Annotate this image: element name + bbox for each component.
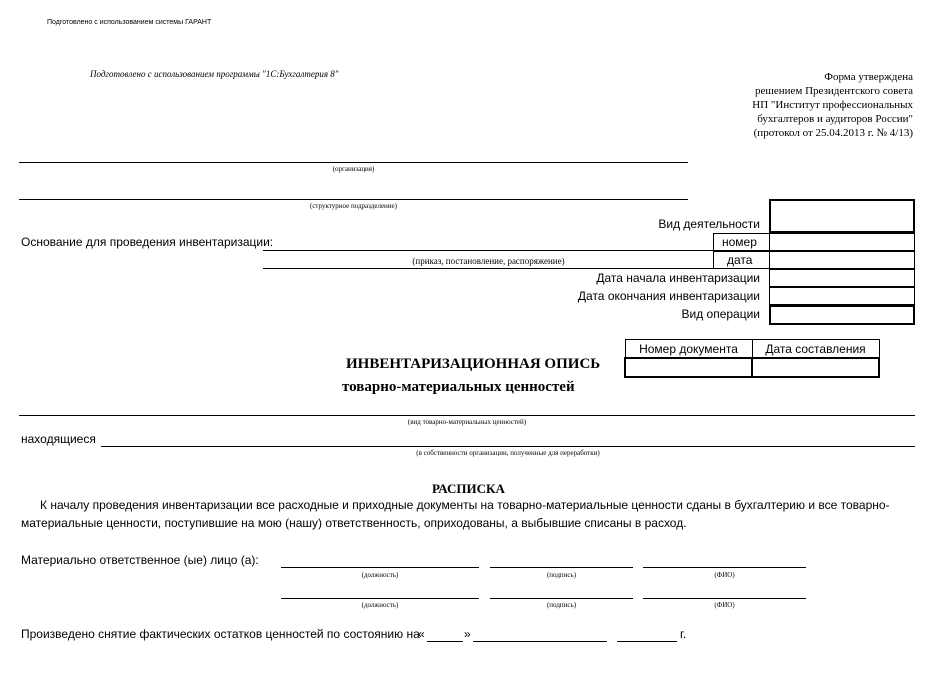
position-line-2[interactable] bbox=[281, 598, 479, 599]
ownership-caption: (в собственности организации, полученные для переработки) bbox=[416, 449, 600, 457]
document-number-cell[interactable] bbox=[625, 358, 752, 377]
position-caption-1: (должность) bbox=[361, 571, 399, 579]
form-approval bbox=[752, 70, 913, 140]
form-approval-line: решением Президентского совета bbox=[755, 85, 913, 97]
form-approval-line: НП "Институт профессиональных bbox=[752, 99, 913, 111]
fio-caption-1: (ФИО) bbox=[714, 571, 735, 579]
receipt-text-line-1: К началу проведения инвентаризации все расходные и приходные документы на товарно-материальные ценности сданы в бухгалтерию и все товарно- bbox=[40, 498, 890, 512]
document-number-header: Номер документа bbox=[625, 340, 752, 359]
date-label: дата bbox=[727, 253, 753, 267]
page-title: ИНВЕНТАРИЗАЦИОННАЯ ОПИСЬ bbox=[346, 356, 601, 372]
signature-caption-1: (подпись) bbox=[546, 571, 577, 579]
operation-label: Вид операции bbox=[681, 307, 760, 321]
basis-caption: (приказ, постановление, распоряжение) bbox=[412, 256, 565, 266]
receipt-text-line-2: материальные ценности, поступившие на мою (нашу) ответственность, оприходованы, а выбывшие списаны в расход. bbox=[21, 516, 687, 530]
basis-date-line[interactable] bbox=[263, 268, 714, 269]
position-line-1[interactable] bbox=[281, 567, 479, 568]
basis-line[interactable] bbox=[263, 250, 714, 251]
code-activity-cell[interactable] bbox=[769, 199, 915, 233]
code-date-cell[interactable] bbox=[769, 251, 915, 269]
year-suffix: г. bbox=[680, 627, 687, 641]
signature-line-2[interactable] bbox=[490, 598, 633, 599]
document-table bbox=[624, 339, 880, 378]
activity-label: Вид деятельности bbox=[658, 217, 760, 231]
division-line[interactable] bbox=[19, 199, 688, 200]
code-end-date-cell[interactable] bbox=[769, 287, 915, 305]
responsible-label: Материально ответственное (ые) лицо (а): bbox=[21, 553, 259, 567]
goods-kind-caption: (вид товарно-материальных ценностей) bbox=[407, 418, 527, 426]
organization-caption: (организация) bbox=[332, 165, 375, 173]
code-start-date-cell[interactable] bbox=[769, 269, 915, 287]
fio-line-1[interactable] bbox=[643, 567, 806, 568]
document-date-header: Дата составления bbox=[752, 340, 879, 359]
signature-line-1[interactable] bbox=[490, 567, 633, 568]
located-line[interactable] bbox=[101, 446, 915, 447]
fio-line-2[interactable] bbox=[643, 598, 806, 599]
month-line[interactable] bbox=[473, 641, 607, 642]
fio-caption-2: (ФИО) bbox=[714, 601, 735, 609]
form-approval-line: (протокол от 25.04.2013 г. № 4/13) bbox=[753, 127, 913, 139]
signature-caption-2: (подпись) bbox=[546, 601, 577, 609]
receipt-title: РАСПИСКА bbox=[432, 481, 505, 496]
end-date-label: Дата окончания инвентаризации bbox=[577, 289, 760, 303]
division-caption: (структурное подразделение) bbox=[309, 202, 397, 210]
goods-kind-line[interactable] bbox=[19, 415, 915, 416]
removal-label: Произведено снятие фактических остатков ценностей по состоянию на bbox=[21, 627, 420, 641]
document-date-cell[interactable] bbox=[752, 358, 879, 377]
program-note: Подготовлено с использованием программы "1С:Бухгалтерия 8" bbox=[90, 69, 339, 79]
number-label: номер bbox=[722, 235, 757, 249]
quote-open: « bbox=[418, 627, 425, 641]
form-approval-line: Форма утверждена bbox=[824, 71, 913, 83]
organization-line[interactable] bbox=[19, 162, 688, 163]
day-line[interactable] bbox=[427, 641, 463, 642]
year-line[interactable] bbox=[617, 641, 677, 642]
basis-label: Основание для проведения инвентаризации: bbox=[21, 235, 274, 249]
code-number-cell[interactable] bbox=[769, 233, 915, 251]
form-approval-line: бухгалтеров и аудиторов России" bbox=[757, 113, 913, 125]
position-caption-2: (должность) bbox=[361, 601, 399, 609]
garant-note: Подготовлено с использованием системы ГАРАНТ bbox=[47, 19, 212, 26]
quote-close: » bbox=[464, 627, 471, 641]
page-subtitle: товарно-материальных ценностей bbox=[342, 379, 575, 395]
located-label: находящиеся bbox=[21, 432, 96, 446]
code-operation-cell[interactable] bbox=[769, 305, 915, 325]
start-date-label: Дата начала инвентаризации bbox=[596, 271, 760, 285]
